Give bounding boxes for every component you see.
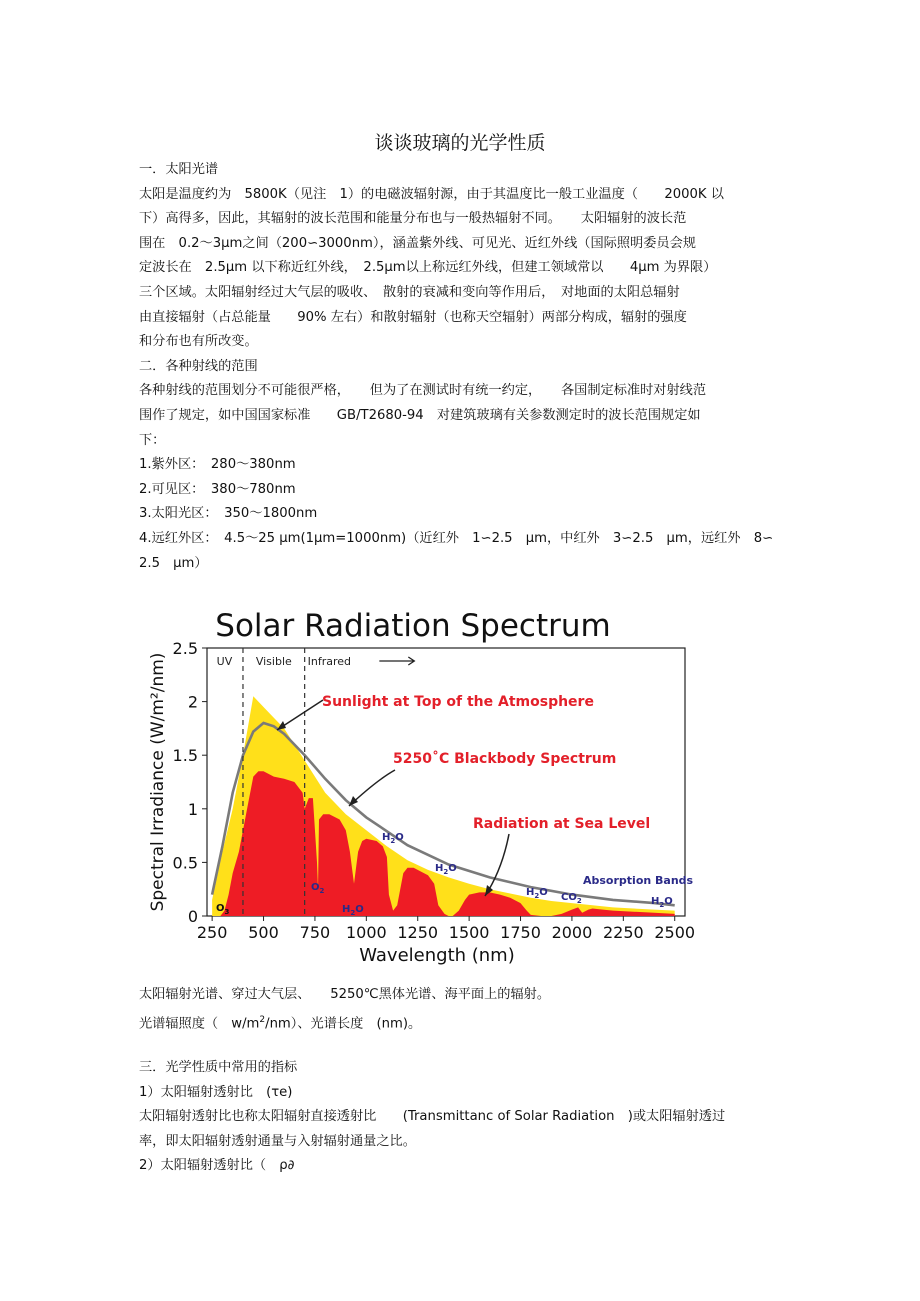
list-item: 2.5 μm） (139, 555, 208, 571)
page-title: 谈谈玻璃的光学性质 (374, 132, 546, 154)
region-label-visible: Visible (255, 655, 292, 668)
section-optical-indices (139, 1056, 789, 1179)
paragraph-line: 由直接辐射（占总能量 90% 左右）和散射辐射（也称天空辐射）两部分构成，辐射的强度 (139, 309, 687, 325)
section-heading: 一．太阳光谱 (139, 162, 219, 177)
paragraph-line: 太阳辐射透射比也称太阳辐射直接透射比 (Transmittanc of Solar Radiation )或太阳辐射透过 (139, 1109, 726, 1125)
molecule-label: $CO_2$ (561, 892, 582, 905)
paragraph-line: 下）高得多，因此，其辐射的波长范围和能量分布也与一般热辐射不同。 太阳辐射的波长范 (139, 211, 687, 227)
x-tick-label: 1000 (345, 923, 387, 942)
x-tick-label: 750 (299, 923, 331, 942)
plot-area (173, 639, 696, 942)
y-tick-label: 2 (187, 692, 198, 712)
section-heading: 三．光学性质中常用的指标 (139, 1060, 298, 1075)
caption-line (139, 1008, 789, 1037)
paragraph-line: 定波长在 2.5μm 以下称近红外线， 2.5μm以上称远红外线，但建工领域常以 4μm 为界限） (139, 260, 717, 276)
x-tick-label: 1750 (500, 923, 541, 942)
molecule-label: $H_2O$ (435, 863, 457, 876)
paragraph-line: 下： (139, 432, 166, 448)
paragraph-line: 和分布也有所改变。 (139, 334, 258, 350)
paragraph-line: 2）太阳辐射透射比（ ρ∂ (139, 1158, 295, 1174)
solar-spectrum-chart (137, 600, 697, 970)
list-item: 2.可见区： 380～780nm (139, 481, 296, 497)
x-axis-label: Wavelength (nm) (359, 945, 515, 966)
x-tick-label: 2500 (654, 923, 696, 942)
paragraph-line: 围作了规定，如中国国家标准 GB/T2680-94 对建筑玻璃有关参数测定时的波长范围规定如 (139, 407, 701, 423)
chart-title: Solar Radiation Spectrum (215, 608, 611, 644)
region-label-infrared: Infrared (307, 655, 352, 668)
x-tick-label: 1500 (448, 923, 490, 942)
annotation-absorption-bands: Absorption Bands (583, 874, 694, 887)
x-tick-label: 2000 (551, 923, 593, 942)
molecule-label: $H_2O$ (342, 904, 364, 917)
paragraph-line: 围在 0.2～3μm之间（200∽3000nm），涵盖紫外线、可见光、近红外线（国际照明委员会规 (139, 235, 696, 251)
caption-text: /nm）、光谱长度 (nm)。 (265, 1015, 422, 1031)
paragraph-line: 1）太阳辐射透射比 (τe) (139, 1084, 293, 1100)
y-tick-label: 1.5 (172, 746, 198, 766)
annotation-sea-level: Radiation at Sea Level (473, 816, 651, 832)
figure-caption (139, 983, 789, 1037)
list-item: 3.太阳光区： 350～1800nm (139, 506, 318, 522)
molecule-label: $O_2$ (311, 882, 325, 895)
annotation-blackbody: 5250˚C Blackbody Spectrum (393, 751, 617, 767)
section-heading: 二．各种射线的范围 (139, 358, 258, 374)
annotation-top-of-atmosphere: Sunlight at Top of the Atmosphere (322, 694, 594, 710)
molecule-label: $O_3$ (216, 903, 230, 916)
x-tick-label: 500 (248, 923, 279, 942)
x-tick-label: 2250 (602, 923, 644, 942)
y-tick-label: 1 (187, 799, 198, 819)
y-axis-label: Spectral Irradiance (W/m²/nm) (148, 652, 168, 912)
list-item: 1.紫外区： 280～380nm (139, 457, 296, 473)
paragraph-line: 太阳是温度约为 5800K（见注 1）的电磁波辐射源，由于其温度比一般工业温度（ 2000K 以 (139, 186, 724, 202)
molecule-label: $H_2O$ (526, 887, 548, 900)
paragraph-line: 率，即太阳辐射透射通量与入射辐射通量之比。 (139, 1133, 416, 1149)
x-tick-label: 250 (196, 923, 228, 942)
section-solar-spectrum (139, 158, 789, 576)
y-tick-label: 0.5 (172, 853, 198, 873)
molecule-label: $H_2O$ (651, 896, 673, 909)
paragraph-line: 三个区域。太阳辐射经过大气层的吸收、 散射的衰减和变向等作用后， 对地面的太阳总辐射 (139, 284, 680, 300)
x-tick-label: 1250 (397, 923, 439, 942)
y-tick-label: 2.5 (172, 639, 198, 658)
superscript: 2 (259, 1014, 266, 1025)
caption-text: 光谱辐照度（ w/m (139, 1015, 260, 1031)
caption-line: 太阳辐射光谱、穿过大气层、 5250℃黑体光谱、海平面上的辐射。 (139, 987, 551, 1002)
y-tick-label: 0 (187, 907, 198, 926)
list-item: 4.远红外区： 4.5～25 μm(1μm=1000nm)（近红外 1∽2.5 μm，中红外 3∽2.5 μm，远红外 8∽ (139, 530, 774, 546)
paragraph-line: 各种射线的范围划分不可能很严格， 但为了在测试时有统一约定， 各国制定标准时对射线范 (139, 383, 707, 399)
molecule-label: $H_2O$ (382, 832, 404, 845)
region-label-uv: UV (216, 655, 233, 668)
